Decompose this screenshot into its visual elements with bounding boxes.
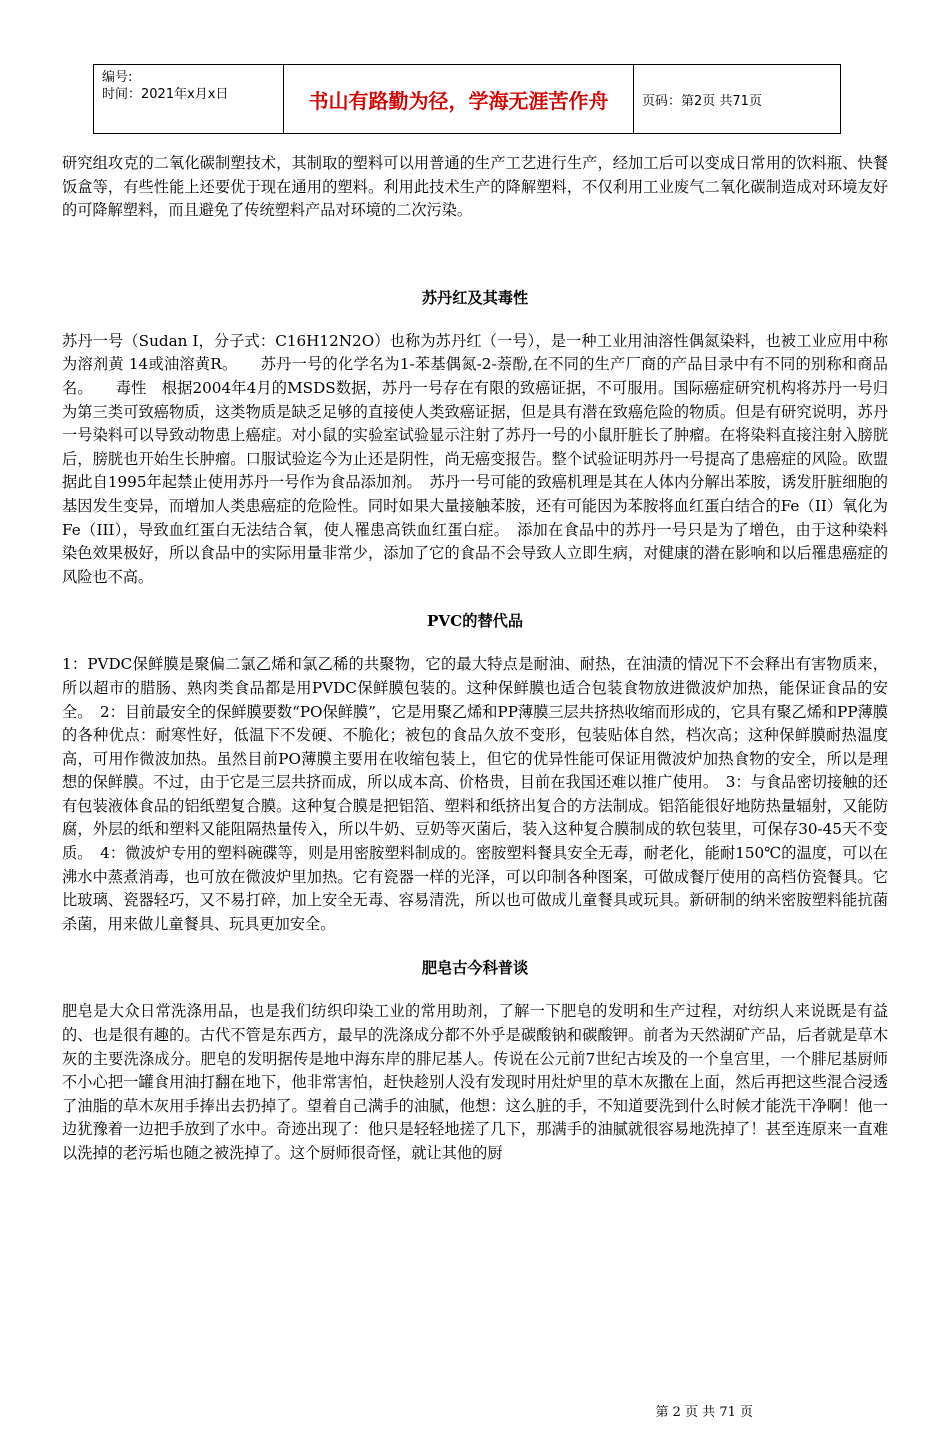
- section-heading-sudan: 苏丹红及其毒性: [421, 288, 529, 307]
- time-label: 时间：2021年x月x日: [102, 87, 229, 102]
- intro-paragraph: 研究组攻克的二氧化碳制塑技术，其制取的塑料可以用普通的生产工艺进行生产，经加工后可以变成日常用的饮料瓶、快餐饭盒等，有些性能上还要优于现在通用的塑料。利用此技术生产的降解塑料，不仅利用工业废气二氧化碳制造成对环境友好的可降解塑料，而且避免了传统塑料产品对环境的二次污染。: [62, 154, 888, 220]
- page-info: 页码：第2页 共71页: [642, 93, 762, 109]
- section-paragraph-sudan: 苏丹一号（Sudan I，分子式：C16H12N2O）也称为苏丹红（一号），是一种工业用油溶性偶氮染料，也被工业应用中称为溶剂黄 14或油溶黄R。 苏丹一号的化学名为1-苯基偶氮-2-萘酚,在不同的生产厂商的产品目录中有不同的别称和商品名。 毒性 根据2004年4月的MSDS数据，苏丹一号存在有限的致癌证据，不可服用。国际癌症研究机构将苏丹一号归为第三类可致癌物质，这类物质是缺乏足够的直接使人类致癌证据，但是具有潜在致癌危险的物质。但是有研究说明，苏丹一号染料可以导致动物患上癌症。对小鼠的实验室试验显示注射了苏丹一号的小鼠肝脏长了肿瘤。在将染料直接注射入膀胱后，膀胱也开始生长肿瘤。口服试验迄今为止还是阴性，尚无癌变报告。整个试验证明苏丹一号提高了患癌症的风险。欧盟据此自1995年起禁止使用苏丹一号作为食品添加剂。 苏丹一号可能的致癌机理是其在人体内分解出苯胺，诱发肝脏细胞的基因发生变异，而增加人类患癌症的危险性。同时如果大量接触苯胺，还有可能因为苯胺将血红蛋白结合的Fe（II）氧化为Fe（III），导致血红蛋白无法结合氧，使人罹患高铁血红蛋白症。 添加在食品中的苏丹一号只是为了增色，由于这种染料染色效果极好，所以食品中的实际用量非常少，添加了它的食品不会导致人立即生病，对健康的潜在影响和以后罹患癌症的风险也不高。: [62, 331, 888, 586]
- motto-text: 书山有路勤为径，学海无涯苦作舟: [308, 88, 609, 113]
- section-paragraph-soap: 肥皂是大众日常洗涤用品，也是我们纺织印染工业的常用助剂，了解一下肥皂的发明和生产过程，对纺织人来说既是有益的、也是很有趣的。古代不管是东西方，最早的洗涤成分都不外乎是碳酸钠和碳酸钾。前者为天然湖矿产品，后者就是草木灰的主要洗涤成分。肥皂的发明据传是地中海东岸的腓尼基人。传说在公元前7世纪古埃及的一个皇宫里，一个腓尼基厨师不小心把一罐食用油打翻在地下，他非常害怕，赶快趁别人没有发现时用灶炉里的草木灰撒在上面，然后再把这些混合浸透了油脂的草木灰用手捧出去扔掉了。望着自己满手的油腻，他想：这么脏的手，不知道要洗到什么时候才能洗干净啊！他一边犹豫着一边把手放到了水中。奇迹出现了：他只是轻轻地搓了几下，那满手的油腻就很容易地洗掉了！甚至连原来一直难以洗掉的老污垢也随之被洗掉了。这个厨师很奇怪，就让其他的厨: [62, 1002, 888, 1162]
- document-header: [93, 64, 841, 134]
- footer-page-number: 第 2 页 共 71 页: [655, 1405, 753, 1420]
- header-motto-cell: [284, 65, 634, 133]
- section-heading-soap: 肥皂古今科普谈: [421, 959, 529, 978]
- document-body: [62, 152, 888, 1166]
- header-meta-cell: [94, 65, 284, 133]
- number-label: 编号:: [102, 70, 133, 85]
- section-heading-pvc: PVC的替代品: [426, 612, 524, 631]
- section-paragraph-pvc: 1：PVDC保鲜膜是聚偏二氯乙烯和氯乙稀的共聚物，它的最大特点是耐油、耐热，在油渍的情况下不会释出有害物质来，所以超市的腊肠、熟肉类食品都是用PVDC保鲜膜包装的。这种保鲜膜也适合包装食物放进微波炉加热，能保证食品的安全。 2：目前最安全的保鲜膜要数“PO保鲜膜”，它是用聚乙烯和PP薄膜三层共挤热收缩而形成的，它具有聚乙烯和PP薄膜的各种优点：耐寒性好，低温下不发硬、不脆化；被包的食品久放不变形，包装贴体自然，档次高；这种保鲜膜耐热温度高，可用作微波加热。虽然目前PO薄膜主要用在收缩包装上，但它的优异性能可保证用微波炉加热食物的安全，所以是理想的保鲜膜。不过，由于它是三层共挤而成，所以成本高、价格贵，目前在我国还难以推广使用。 3：与食品密切接触的还有包装液体食品的铝纸塑复合膜。这种复合膜是把铝箔、塑料和纸挤出复合的方法制成。铝箔能很好地防热量辐射，又能防腐，外层的纸和塑料又能阻隔热量传入，所以牛奶、豆奶等灭菌后，装入这种复合膜制成的软包装里，可保存30-45天不变质。 4：微波炉专用的塑料碗碟等，则是用密胺塑料制成的。密胺塑料餐具安全无毒，耐老化，能耐150℃的温度，可以在沸水中蒸煮消毒，也可放在微波炉里加热。它有瓷器一样的光泽，可以印制各种图案，可做成餐厅使用的高档仿瓷餐具。它比玻璃、瓷器轻巧，又不易打碎，加上安全无毒、容易清洗，所以也可做成儿童餐具或玩具。新研制的纳米密胺塑料能抗菌杀菌，用来做儿童餐具、玩具更加安全。: [62, 655, 888, 933]
- header-page-cell: [634, 65, 840, 133]
